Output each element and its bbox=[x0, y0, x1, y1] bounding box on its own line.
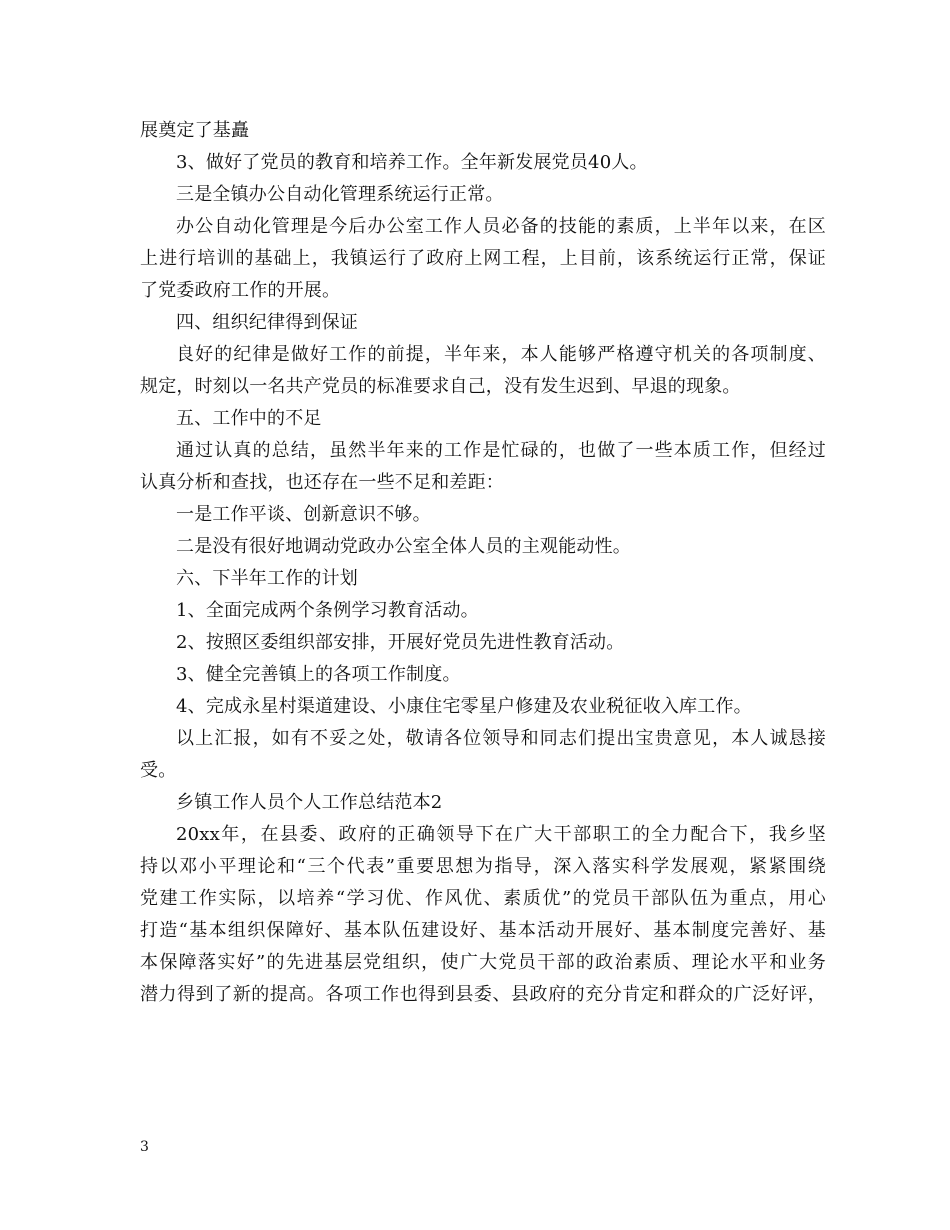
text-line: 1、全面完成两个条例学习教育活动。 bbox=[176, 600, 479, 621]
text-line: 三是全镇办公自动化管理系统运行正常。 bbox=[176, 184, 504, 205]
text-line: 良好的纪律是做好工作的前提，半年来，本人能够严格遵守机关的各项制度、 bbox=[176, 344, 826, 365]
text-line: 持以邓小平理论和“三个代表”重要思想为指导，深入落实科学发展观，紧紧围绕 bbox=[140, 856, 826, 877]
text-line: 3、健全完善镇上的各项工作制度。 bbox=[176, 664, 461, 685]
text-line: 办公自动化管理是今后办公室工作人员必备的技能的素质，上半年以来，在区 bbox=[176, 216, 826, 237]
text-line: 规定，时刻以一名共产党员的标准要求自己，没有发生迟到、早退的现象。 bbox=[140, 376, 741, 397]
text-line: 4、完成永星村渠道建设、小康住宅零星户修建及农业税征收入库工作。 bbox=[176, 696, 752, 717]
section-heading: 乡镇工作人员个人工作总结范本2 bbox=[176, 792, 443, 813]
text-line: 2、按照区委组织部安排，开展好党员先进性教育活动。 bbox=[176, 632, 625, 653]
text-line: 通过认真的总结，虽然半年来的工作是忙碌的，也做了一些本质工作，但经过 bbox=[176, 440, 826, 461]
text-line: 本保障落实好”的先进基层党组织，使广大党员干部的政治素质、理论水平和业务 bbox=[140, 952, 826, 973]
text-line: 受。 bbox=[140, 760, 177, 781]
text-line: 以上汇报，如有不妥之处，敬请各位领导和同志们提出宝贵意见，本人诚恳接 bbox=[176, 728, 826, 749]
section-heading: 五、工作中的不足 bbox=[176, 408, 322, 429]
text-line: 展奠定了基矗 bbox=[140, 120, 250, 141]
text-line: 二是没有很好地调动党政办公室全体人员的主观能动性。 bbox=[176, 536, 631, 557]
section-heading: 四、组织纪律得到保证 bbox=[176, 312, 358, 333]
document-body bbox=[140, 115, 826, 1011]
text-line: 20xx年，在县委、政府的正确领导下在广大干部职工的全力配合下，我乡坚 bbox=[176, 824, 826, 845]
text-line: 了党委政府工作的开展。 bbox=[140, 280, 341, 301]
section-heading: 六、下半年工作的计划 bbox=[176, 568, 358, 589]
text-line: 打造“基本组织保障好、基本队伍建设好、基本活动开展好、基本制度完善好、基 bbox=[140, 920, 826, 941]
text-line: 上进行培训的基础上，我镇运行了政府上网工程，上目前，该系统运行正常，保证 bbox=[140, 248, 826, 269]
text-line: 3、做好了党员的教育和培养工作。全年新发展党员40人。 bbox=[176, 152, 648, 173]
page-number: 3 bbox=[140, 1139, 149, 1155]
text-line: 党建工作实际，以培养“学习优、作风优、素质优”的党员干部队伍为重点，用心 bbox=[140, 888, 826, 909]
text-line: 认真分析和查找，也还存在一些不足和差距： bbox=[140, 472, 504, 493]
text-line: 一是工作平谈、创新意识不够。 bbox=[176, 504, 431, 525]
text-line: 潜力得到了新的提高。各项工作也得到县委、县政府的充分肯定和群众的广泛好评， bbox=[140, 984, 826, 1005]
